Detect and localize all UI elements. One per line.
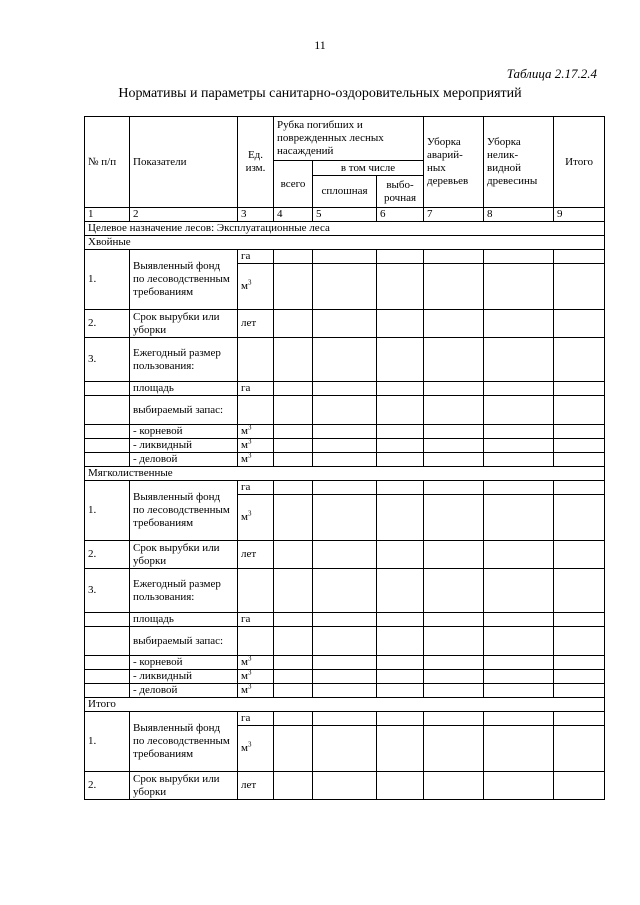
row-num: 3. [85, 569, 130, 613]
header-nonliquid: Уборка нелик-видной древесины [484, 117, 554, 208]
unit-cell: $м^3$ [238, 439, 274, 453]
header-unit: Ед. изм. [238, 117, 274, 208]
unit-cell: $м^3$ [238, 684, 274, 698]
row-label: Срок вырубки или уборки [130, 541, 238, 569]
row-label: - ликвидный [130, 670, 238, 684]
row-num: 1. [85, 712, 130, 772]
unit-cell: $м^3$ [238, 425, 274, 439]
row-label: - деловой [130, 684, 238, 698]
header-selective: выбо-рочная [377, 176, 424, 208]
row-label: площадь [130, 382, 238, 396]
unit-cell: $м^3$ [238, 670, 274, 684]
unit-cell: $м^3$ [238, 656, 274, 670]
col-number: 6 [377, 208, 424, 222]
col-number: 1 [85, 208, 130, 222]
row-num: 1. [85, 250, 130, 310]
col-number: 2 [130, 208, 238, 222]
unit-cell: лет [238, 310, 274, 338]
col-number: 4 [274, 208, 313, 222]
unit-cell: $м^3$ [238, 264, 274, 310]
row-label: - корневой [130, 656, 238, 670]
header-emergency: Уборка аварий-ных деревьев [424, 117, 484, 208]
col-number: 5 [313, 208, 377, 222]
header-clear: сплошная [313, 176, 377, 208]
header-including: в том числе [313, 161, 424, 176]
row-label: Срок вырубки или уборки [130, 310, 238, 338]
row-label: Ежегодный размер пользования: [130, 569, 238, 613]
table-label: Таблица 2.17.2.4 [506, 66, 597, 81]
row-num: 2. [85, 772, 130, 800]
row-label: - ликвидный [130, 439, 238, 453]
header-total: Итого [554, 117, 605, 208]
section-total: Итого [85, 698, 605, 712]
col-number: 8 [484, 208, 554, 222]
unit-cell: $м^3$ [238, 453, 274, 467]
table-title: Нормативы и параметры санитарно-оздоровительных мероприятий [118, 86, 522, 101]
header-felling: Рубка погибших и поврежденных лесных насаждений [274, 117, 424, 161]
header-indicators: Показатели [130, 117, 238, 208]
row-label: выбираемый запас: [130, 396, 238, 425]
col-number: 3 [238, 208, 274, 222]
unit-cell: га [238, 481, 274, 495]
header-total-felling: всего [274, 161, 313, 208]
row-num: 2. [85, 310, 130, 338]
col-number: 7 [424, 208, 484, 222]
row-label: - корневой [130, 425, 238, 439]
row-num: 1. [85, 481, 130, 541]
row-num: 2. [85, 541, 130, 569]
header-num: № п/п [85, 117, 130, 208]
unit-cell: $м^3$ [238, 495, 274, 541]
unit-cell: га [238, 382, 274, 396]
row-label: Выявленный фонд по лесоводственным требованиям [130, 250, 238, 310]
unit-cell: лет [238, 772, 274, 800]
row-label: площадь [130, 613, 238, 627]
unit-cell: га [238, 250, 274, 264]
unit-cell: лет [238, 541, 274, 569]
unit-cell: га [238, 613, 274, 627]
purpose-row: Целевое назначение лесов: Эксплуатационные леса [85, 222, 605, 236]
row-label: Выявленный фонд по лесоводственным требованиям [130, 712, 238, 772]
row-num: 3. [85, 338, 130, 382]
unit-cell: га [238, 712, 274, 726]
row-label: Ежегодный размер пользования: [130, 338, 238, 382]
row-label: - деловой [130, 453, 238, 467]
page-number: 11 [314, 38, 326, 52]
section-coniferous: Хвойные [85, 236, 605, 250]
row-label: Срок вырубки или уборки [130, 772, 238, 800]
norms-table [84, 116, 605, 800]
row-label: выбираемый запас: [130, 627, 238, 656]
unit-cell: $м^3$ [238, 726, 274, 772]
row-label: Выявленный фонд по лесоводственным требованиям [130, 481, 238, 541]
section-softleaf: Мягколиственные [85, 467, 605, 481]
col-number: 9 [554, 208, 605, 222]
